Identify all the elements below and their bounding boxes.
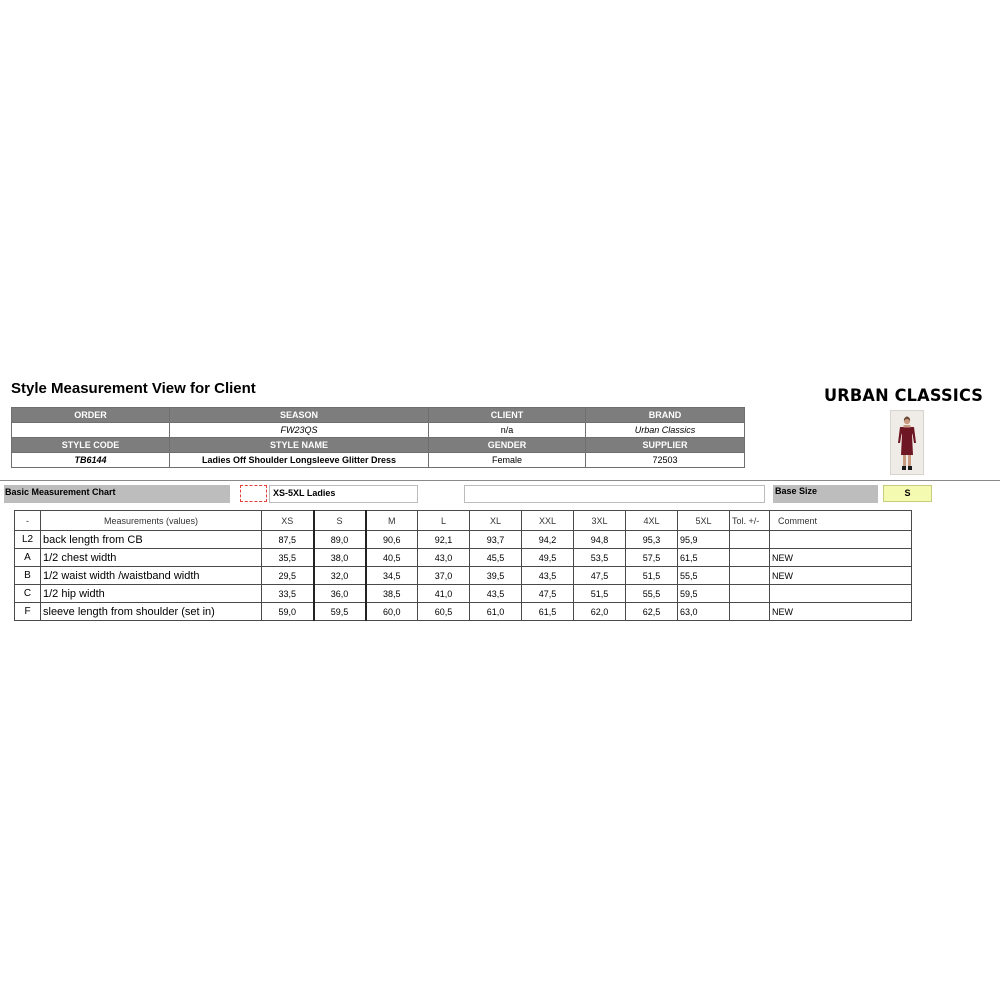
- value-cell[interactable]: 60,5: [418, 603, 470, 621]
- col-header-xs: XS: [262, 511, 314, 531]
- table-row: [15, 603, 912, 621]
- value-cell[interactable]: 59,0: [262, 603, 314, 621]
- value-cell[interactable]: 37,0: [418, 567, 470, 585]
- value-cell[interactable]: 92,1: [418, 531, 470, 549]
- brand-value: Urban Classics: [586, 423, 745, 438]
- comment-cell[interactable]: [770, 585, 912, 603]
- row-measurement-name: 1/2 waist width /waistband width: [41, 567, 262, 585]
- tolerance-cell[interactable]: [730, 549, 770, 567]
- style-code-value: TB6144: [12, 453, 170, 468]
- value-cell[interactable]: 36,0: [314, 585, 366, 603]
- brand-logo: URBAN CLASSICS: [824, 386, 984, 406]
- value-cell[interactable]: 43,0: [418, 549, 470, 567]
- row-measurement-name: sleeve length from shoulder (set in): [41, 603, 262, 621]
- value-cell[interactable]: 90,6: [366, 531, 418, 549]
- tolerance-cell[interactable]: [730, 603, 770, 621]
- col-header-xl: XL: [470, 511, 522, 531]
- value-cell[interactable]: 63,0: [678, 603, 730, 621]
- value-cell[interactable]: 59,5: [678, 585, 730, 603]
- supplier-value: 72503: [586, 453, 745, 468]
- style-name-header: STYLE NAME: [170, 438, 429, 453]
- row-code: L2: [15, 531, 41, 549]
- value-cell[interactable]: 34,5: [366, 567, 418, 585]
- value-cell[interactable]: 55,5: [678, 567, 730, 585]
- row-measurement-name: back length from CB: [41, 531, 262, 549]
- style-info-table: [11, 407, 745, 468]
- value-cell[interactable]: 43,5: [522, 567, 574, 585]
- value-cell[interactable]: 87,5: [262, 531, 314, 549]
- col-header-comment: Comment: [770, 511, 912, 531]
- value-cell[interactable]: 61,5: [678, 549, 730, 567]
- col-header-l: L: [418, 511, 470, 531]
- size-range-field[interactable]: XS-5XL Ladies: [269, 485, 418, 503]
- value-cell[interactable]: 62,5: [626, 603, 678, 621]
- tolerance-cell[interactable]: [730, 567, 770, 585]
- col-header-4xl: 4XL: [626, 511, 678, 531]
- season-value: FW23QS: [170, 423, 429, 438]
- info-header-row: [12, 408, 745, 423]
- value-cell[interactable]: 95,9: [678, 531, 730, 549]
- value-cell[interactable]: 55,5: [626, 585, 678, 603]
- value-cell[interactable]: 49,5: [522, 549, 574, 567]
- row-code: C: [15, 585, 41, 603]
- value-cell[interactable]: 51,5: [626, 567, 678, 585]
- value-cell[interactable]: 94,8: [574, 531, 626, 549]
- client-header: CLIENT: [429, 408, 586, 423]
- section-divider: [0, 480, 1000, 481]
- col-header-5xl: 5XL: [678, 511, 730, 531]
- basic-measurement-chart-label: Basic Measurement Chart: [4, 485, 230, 503]
- value-cell[interactable]: 33,5: [262, 585, 314, 603]
- gender-value: Female: [429, 453, 586, 468]
- info-value-row: [12, 453, 745, 468]
- measurement-header-row: [15, 511, 912, 531]
- value-cell[interactable]: 29,5: [262, 567, 314, 585]
- value-cell[interactable]: 89,0: [314, 531, 366, 549]
- product-image[interactable]: [890, 410, 924, 475]
- row-measurement-name: 1/2 chest width: [41, 549, 262, 567]
- value-cell[interactable]: 94,2: [522, 531, 574, 549]
- value-cell[interactable]: 93,7: [470, 531, 522, 549]
- value-cell[interactable]: 61,5: [522, 603, 574, 621]
- base-size-field[interactable]: S: [883, 485, 932, 502]
- tolerance-cell[interactable]: [730, 585, 770, 603]
- value-cell[interactable]: 62,0: [574, 603, 626, 621]
- dress-model-illustration: [891, 411, 923, 474]
- col-header-code: -: [15, 511, 41, 531]
- value-cell[interactable]: 38,0: [314, 549, 366, 567]
- notes-field[interactable]: [464, 485, 765, 503]
- table-row: [15, 549, 912, 567]
- col-header-xxl: XXL: [522, 511, 574, 531]
- table-row: [15, 585, 912, 603]
- value-cell[interactable]: 47,5: [522, 585, 574, 603]
- brand-header: BRAND: [586, 408, 745, 423]
- col-header-s: S: [314, 511, 366, 531]
- value-cell[interactable]: 95,3: [626, 531, 678, 549]
- value-cell[interactable]: 61,0: [470, 603, 522, 621]
- tolerance-cell[interactable]: [730, 531, 770, 549]
- row-code: A: [15, 549, 41, 567]
- comment-cell[interactable]: [770, 531, 912, 549]
- value-cell[interactable]: 40,5: [366, 549, 418, 567]
- table-row: [15, 567, 912, 585]
- value-cell[interactable]: 59,5: [314, 603, 366, 621]
- col-header-3xl: 3XL: [574, 511, 626, 531]
- base-size-label: Base Size: [773, 485, 878, 503]
- gender-header: GENDER: [429, 438, 586, 453]
- value-cell[interactable]: 60,0: [366, 603, 418, 621]
- page-title: Style Measurement View for Client: [11, 380, 256, 397]
- info-header-row: [12, 438, 745, 453]
- comment-cell[interactable]: NEW: [770, 567, 912, 585]
- value-cell[interactable]: 47,5: [574, 567, 626, 585]
- value-cell[interactable]: 39,5: [470, 567, 522, 585]
- season-header: SEASON: [170, 408, 429, 423]
- row-code: B: [15, 567, 41, 585]
- value-cell[interactable]: 53,5: [574, 549, 626, 567]
- value-cell[interactable]: 32,0: [314, 567, 366, 585]
- col-header-tolerance: Tol. +/-: [730, 511, 770, 531]
- row-measurement-name: 1/2 hip width: [41, 585, 262, 603]
- comment-cell[interactable]: NEW: [770, 549, 912, 567]
- value-cell[interactable]: 45,5: [470, 549, 522, 567]
- info-value-row: [12, 423, 745, 438]
- order-value: [12, 423, 170, 438]
- measurement-table: [14, 510, 912, 621]
- value-cell[interactable]: 35,5: [262, 549, 314, 567]
- col-header-m: M: [366, 511, 418, 531]
- size-range-selector-marker[interactable]: [240, 485, 267, 502]
- value-cell[interactable]: 41,0: [418, 585, 470, 603]
- row-code: F: [15, 603, 41, 621]
- style-code-header: STYLE CODE: [12, 438, 170, 453]
- style-name-value: Ladies Off Shoulder Longsleeve Glitter Dress: [170, 453, 429, 468]
- order-header: ORDER: [12, 408, 170, 423]
- value-cell[interactable]: 51,5: [574, 585, 626, 603]
- value-cell[interactable]: 38,5: [366, 585, 418, 603]
- value-cell[interactable]: 43,5: [470, 585, 522, 603]
- col-header-measurements: Measurements (values): [41, 511, 262, 531]
- supplier-header: SUPPLIER: [586, 438, 745, 453]
- comment-cell[interactable]: NEW: [770, 603, 912, 621]
- table-row: [15, 531, 912, 549]
- value-cell[interactable]: 57,5: [626, 549, 678, 567]
- client-value: n/a: [429, 423, 586, 438]
